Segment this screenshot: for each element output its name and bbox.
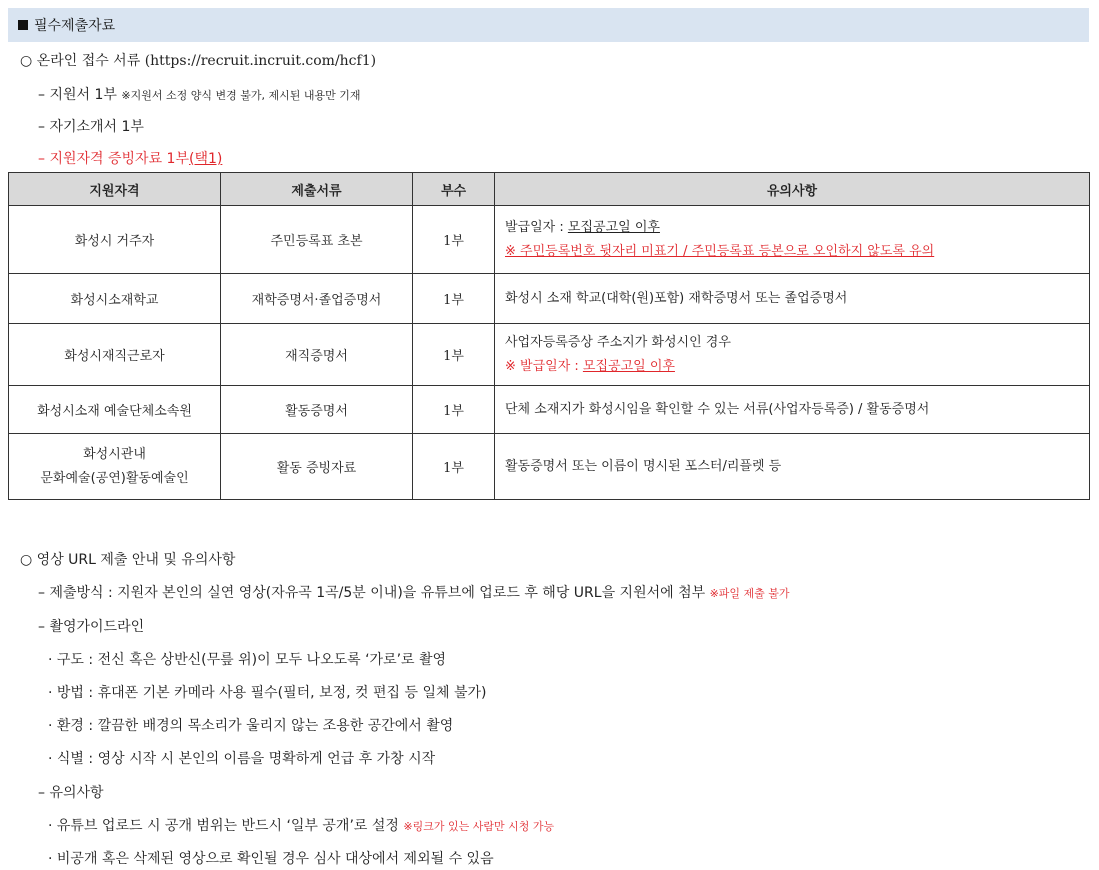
qualification-text-line2: 문화예술(공연)활동예술인: [40, 470, 189, 486]
note-underlined: 모집공고일 이후: [567, 219, 660, 235]
item-qualification-tail: (택1): [188, 151, 223, 167]
header-document: 제출서류: [221, 173, 413, 206]
cell-copies: 1부: [413, 324, 495, 386]
item-application-text: – 지원서 1부: [38, 87, 117, 103]
caution-item: [48, 815, 554, 835]
header-copies: 부수: [413, 173, 495, 206]
note-text: 활동증명서 또는 이름이 명시된 포스터/리플렛 등: [505, 458, 782, 474]
header-notes: 유의사항: [495, 173, 1090, 206]
table-header-row: [9, 173, 1090, 206]
caution-note: ※링크가 있는 사람만 시청 가능: [403, 820, 555, 833]
cell-qualification: [9, 386, 221, 434]
item-qualification-proof: [38, 148, 222, 168]
note-text: 발급일자 :: [505, 219, 568, 235]
note-warning-text: ※ 발급일자 :: [505, 358, 583, 374]
note-text: 사업자등록증상 주소지가 화성시인 경우: [505, 334, 731, 350]
guide-item: · 구도 : 전신 혹은 상반신(무릎 위)이 모두 나오도록 ‘가로’로 촬영: [48, 652, 447, 668]
table-row: [9, 274, 1090, 324]
item-application-note: ※지원서 소정 양식 변경 불가, 제시된 내용만 기재: [121, 89, 361, 102]
note-line: [505, 216, 1088, 240]
note-warning-underlined: 모집공고일 이후: [582, 358, 675, 374]
online-title-text: ○ 온라인 접수 서류: [20, 53, 141, 69]
caution-item: [48, 848, 494, 868]
qualification-text: 화성시소재 예술단체소속원: [37, 404, 192, 419]
cell-copies: 1부: [413, 274, 495, 324]
table-row: [9, 324, 1090, 386]
cell-notes: [495, 386, 1090, 434]
qualification-text: 화성시 거주자: [74, 234, 155, 249]
cell-notes: [495, 206, 1090, 274]
guide-title: – 촬영가이드라인: [38, 619, 145, 635]
cell-document: 활동 증빙자료: [221, 434, 413, 500]
cell-qualification: [9, 206, 221, 274]
cell-document: 재학증명서·졸업증명서: [221, 274, 413, 324]
guide-item: · 환경 : 깔끔한 배경의 목소리가 울리지 않는 조용한 공간에서 촬영: [48, 718, 454, 734]
online-url: (https://recruit.incruit.com/hcf1): [144, 53, 377, 69]
section-title: 필수제출자료: [34, 18, 116, 34]
caution-title: – 유의사항: [38, 785, 104, 801]
cell-document: 주민등록표 초본: [221, 206, 413, 274]
guide-item: · 식별 : 영상 시작 시 본인의 이름을 명확하게 언급 후 가창 시작: [48, 751, 436, 767]
table-row: [9, 434, 1090, 500]
cell-notes: [495, 274, 1090, 324]
video-method-note: ※파일 제출 불가: [709, 587, 790, 600]
section-header: [8, 8, 1089, 42]
cell-copies: 1부: [413, 434, 495, 500]
note-text: 단체 소재지가 화성시임을 확인할 수 있는 서류(사업자등록증) / 활동증명서: [505, 401, 930, 417]
guide-item: · 방법 : 휴대폰 기본 카메라 사용 필수(필터, 보정, 컷 편집 등 일체 불가): [48, 685, 487, 701]
caution-text: · 유튜브 업로드 시 공개 범위는 반드시 ‘일부 공개’로 설정: [48, 818, 399, 834]
video-method-text: – 제출방식 : 지원자 본인의 실연 영상(자유곡 1곡/5분 이내)을 유튜브에 업로드 후 해당 URL을 지원서에 첨부: [38, 585, 706, 601]
qualification-text: 화성시관내: [83, 446, 146, 462]
cell-notes: [495, 434, 1090, 500]
cell-qualification: [9, 274, 221, 324]
item-qualification-text: – 지원자격 증빙자료 1부: [38, 151, 189, 167]
note-warning: ※ 주민등록번호 뒷자리 미표기 / 주민등록표 등본으로 오인하지 않도록 유의: [505, 243, 935, 259]
table-row: [9, 386, 1090, 434]
qualification-text: 화성시재직근로자: [64, 349, 165, 364]
cell-copies: 1부: [413, 206, 495, 274]
cell-document: 활동증명서: [221, 386, 413, 434]
video-method: [38, 582, 790, 602]
item-application: [38, 84, 360, 104]
video-title: ○ 영상 URL 제출 안내 및 유의사항: [20, 552, 236, 568]
requirements-table: [8, 172, 1090, 500]
cell-qualification: [9, 434, 221, 500]
note-text: 화성시 소재 학교(대학(원)포함) 재학증명서 또는 졸업증명서: [505, 290, 848, 306]
cell-document: 재직증명서: [221, 324, 413, 386]
cell-notes: [495, 324, 1090, 386]
online-docs-title: [20, 50, 376, 70]
item-self-intro-text: – 자기소개서 1부: [38, 119, 144, 135]
square-bullet-icon: [18, 20, 28, 30]
item-self-intro: [38, 116, 144, 136]
table-row: [9, 206, 1090, 274]
cell-copies: 1부: [413, 386, 495, 434]
header-qualification: 지원자격: [9, 173, 221, 206]
cell-qualification: [9, 324, 221, 386]
note-warning: [505, 355, 1088, 379]
qualification-text: 화성시소재학교: [70, 293, 159, 308]
caution-text: · 비공개 혹은 삭제된 영상으로 확인될 경우 심사 대상에서 제외될 수 있음: [48, 851, 494, 867]
